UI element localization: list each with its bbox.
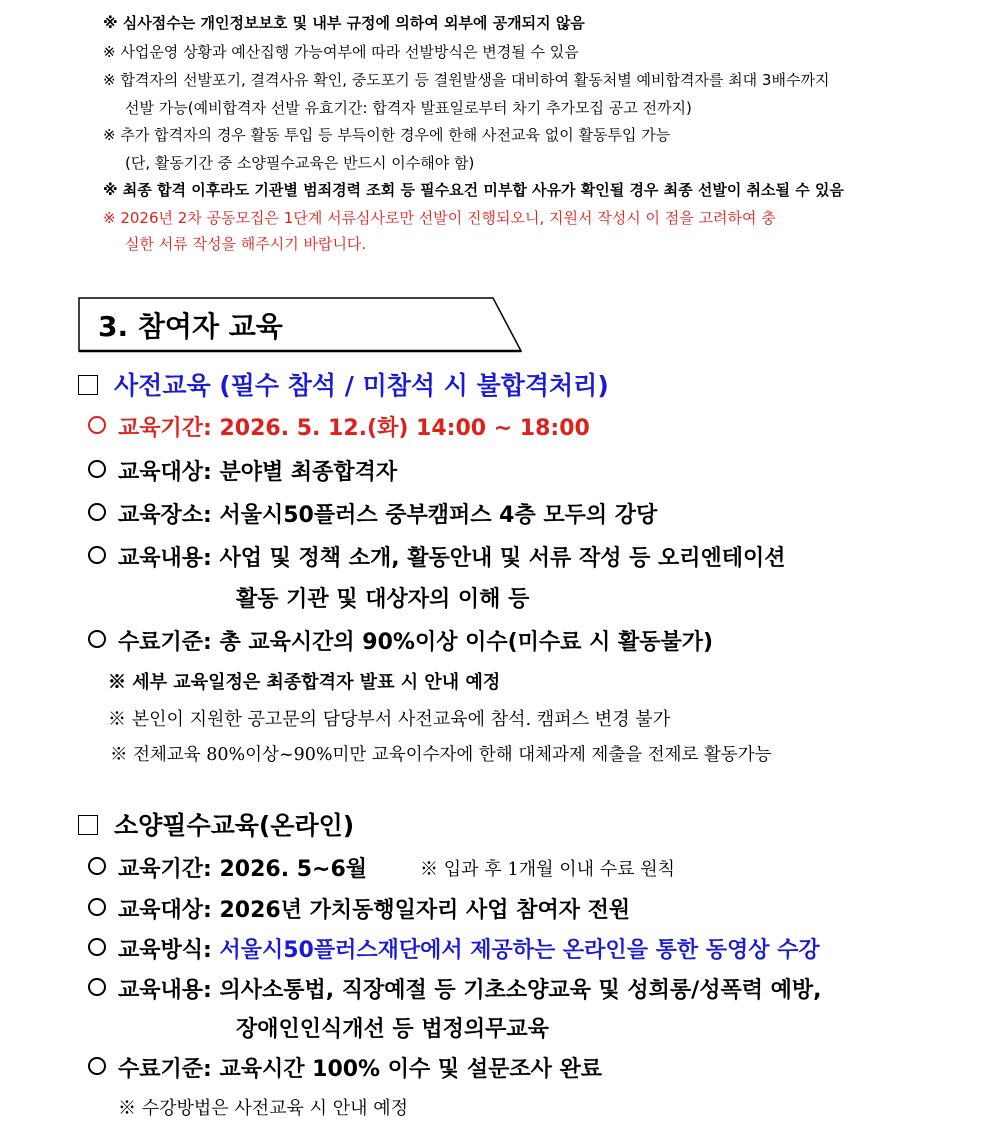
section1-period [88, 411, 590, 442]
section2-method-value: 서울시50플러스재단에서 제공하는 온라인을 통한 동영상 수강 [219, 938, 820, 963]
section2-note-method: ※ 수강방법은 사전교육 시 안내 예정 [118, 1098, 409, 1119]
section-heading-title: 3. 참여자 교육 [98, 310, 283, 343]
circle-bullet-icon [88, 416, 106, 434]
section1-note-alternative: ※ 전체교육 80%이상~90%미만 교육이수자에 한해 대체과제 제출을 전제로 활동가능 [110, 745, 772, 765]
note-document-screening-cont: 실한 서류 작성을 해주시기 바랍니다. [125, 235, 367, 253]
section2-content-cont: 장애인인식개선 등 법정의무교육 [236, 1017, 549, 1042]
note-document-screening: ※ 2026년 2차 공동모집은 1단계 서류심사로만 선발이 진행되오니, 지원서 작성시 이 점을 고려하여 충 [103, 209, 776, 227]
note-reserve-candidates: ※ 합격자의 선발포기, 결격사유 확인, 중도포기 등 결원발생을 대비하여 활동처별 예비합격자를 최대 3배수까지 [103, 71, 830, 89]
section1-target-text: 교육대상: 분야별 최종합격자 [118, 460, 398, 485]
section2-criteria [88, 1052, 602, 1083]
circle-bullet-icon [88, 630, 106, 648]
section2-title-text: 소양필수교육(온라인) [114, 811, 355, 840]
note-criminal-check: ※ 최종 합격 이후라도 기관별 범죄경력 조회 등 필수요건 미부합 사유가 확인될 경우 최종 선발이 취소될 수 있음 [103, 181, 844, 199]
section2-title [78, 806, 354, 842]
note-additional-pass-cont: (단, 활동기간 중 소양필수교육은 반드시 이수해야 함) [125, 154, 475, 172]
circle-bullet-icon [88, 1057, 106, 1075]
note-reserve-candidates-cont: 선발 가능(예비합격자 선발 유효기간: 합격자 발표일로부터 차기 추가모집 공고 전까지) [125, 99, 692, 117]
section1-note-schedule: ※ 세부 교육일정은 최종합격자 발표 시 안내 예정 [108, 672, 501, 693]
section2-period [88, 852, 367, 883]
section1-criteria-text: 수료기준: 총 교육시간의 90%이상 이수(미수료 시 활동불가) [118, 630, 714, 655]
section1-target [88, 455, 397, 486]
section2-method-label: 교육방식: [118, 938, 220, 963]
circle-bullet-icon [88, 898, 106, 916]
section2-content-text: 교육내용: 의사소통법, 직장예절 등 기초소양교육 및 성희롱/성폭력 예방, [118, 978, 822, 1003]
section1-content [88, 541, 786, 572]
section-heading [78, 297, 523, 353]
section2-period-text: 교육기간: 2026. 5~6월 [118, 857, 368, 882]
checkbox-square-icon [78, 815, 98, 835]
note-score-private: ※ 심사점수는 개인정보보호 및 내부 규정에 의하여 외부에 공개되지 않음 [103, 14, 585, 32]
section1-title-text: 사전교육 (필수 참석 / 미참석 시 불합격처리) [114, 371, 609, 400]
note-selection-method: ※ 사업운영 상황과 예산집행 가능여부에 따라 선발방식은 변경될 수 있음 [103, 43, 579, 61]
section1-content-text: 교육내용: 사업 및 정책 소개, 활동안내 및 서류 작성 등 오리엔테이션 [118, 546, 786, 571]
circle-bullet-icon [88, 857, 106, 875]
section1-criteria [88, 625, 713, 656]
circle-bullet-icon [88, 503, 106, 521]
section1-place [88, 498, 657, 529]
section1-place-text: 교육장소: 서울시50플러스 중부캠퍼스 4층 모두의 강당 [118, 503, 658, 528]
circle-bullet-icon [88, 938, 106, 956]
circle-bullet-icon [88, 460, 106, 478]
section1-period-text: 교육기간: 2026. 5. 12.(화) 14:00 ~ 18:00 [118, 416, 590, 441]
section1-content-cont: 활동 기관 및 대상자의 이해 등 [236, 587, 530, 612]
circle-bullet-icon [88, 978, 106, 996]
section1-note-campus: ※ 본인이 지원한 공고문의 담당부서 사전교육에 참석. 캠퍼스 변경 불가 [108, 709, 671, 730]
section2-period-note: ※ 입과 후 1개월 이내 수료 원칙 [420, 859, 676, 880]
section2-method [88, 933, 820, 964]
section2-criteria-text: 수료기준: 교육시간 100% 이수 및 설문조사 완료 [118, 1057, 603, 1082]
note-additional-pass: ※ 추가 합격자의 경우 활동 투입 등 부득이한 경우에 한해 사전교육 없이 활동투입 가능 [103, 126, 671, 144]
section2-target [88, 893, 630, 924]
section2-content [88, 973, 821, 1004]
circle-bullet-icon [88, 546, 106, 564]
section2-target-text: 교육대상: 2026년 가치동행일자리 사업 참여자 전원 [118, 898, 631, 923]
checkbox-square-icon [78, 375, 98, 395]
section1-title [78, 366, 609, 402]
